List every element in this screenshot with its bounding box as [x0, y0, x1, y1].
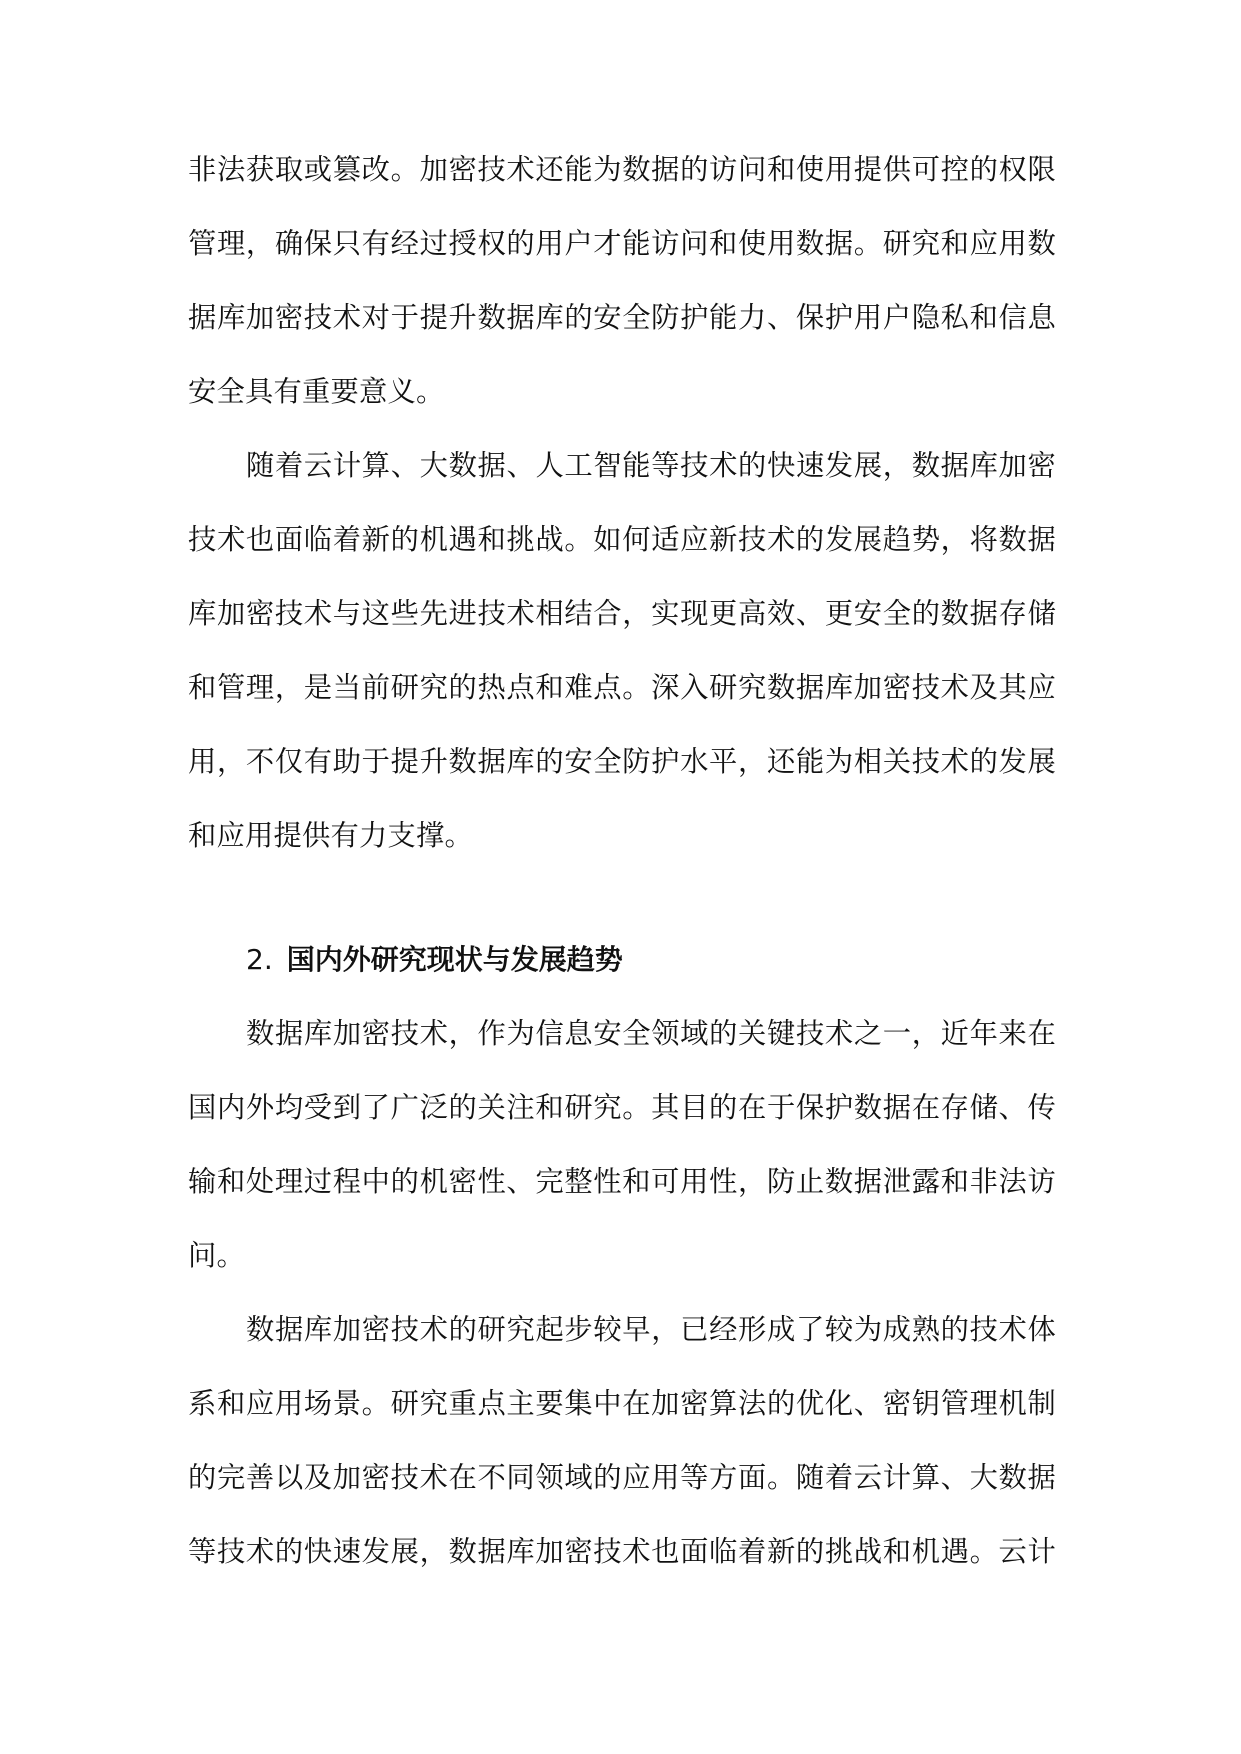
paragraph-line: 管理，确保只有经过授权的用户才能访问和使用数据。研究和应用数	[188, 227, 1056, 260]
paragraph-line: 和管理，是当前研究的热点和难点。深入研究数据库加密技术及其应	[188, 671, 1056, 704]
paragraph-line: 据库加密技术对于提升数据库的安全防护能力、保护用户隐私和信息	[188, 301, 1056, 334]
section-heading	[246, 940, 623, 980]
paragraph-line: 和应用提供有力支撑。	[188, 819, 473, 852]
paragraph-line: 安全具有重要意义。	[188, 375, 445, 408]
section-title: 国内外研究现状与发展趋势	[286, 943, 623, 976]
paragraph-line: 随着云计算、大数据、人工智能等技术的快速发展，数据库加密	[246, 449, 1056, 482]
paragraph-line: 国内外均受到了广泛的关注和研究。其目的在于保护数据在存储、传	[188, 1091, 1056, 1124]
paragraph-line: 非法获取或篡改。加密技术还能为数据的访问和使用提供可控的权限	[188, 153, 1056, 186]
paragraph-line: 数据库加密技术的研究起步较早，已经形成了较为成熟的技术体	[246, 1313, 1056, 1346]
paragraph-line: 问。	[188, 1239, 245, 1272]
paragraph-line: 数据库加密技术，作为信息安全领域的关键技术之一，近年来在	[246, 1017, 1056, 1050]
paragraph-line: 等技术的快速发展，数据库加密技术也面临着新的挑战和机遇。云计	[188, 1535, 1056, 1568]
paragraph-line: 库加密技术与这些先进技术相结合，实现更高效、更安全的数据存储	[188, 597, 1056, 630]
paragraph-line: 技术也面临着新的机遇和挑战。如何适应新技术的发展趋势，将数据	[188, 523, 1056, 556]
paragraph-line: 输和处理过程中的机密性、完整性和可用性，防止数据泄露和非法访	[188, 1165, 1056, 1198]
section-number: 2.	[246, 943, 273, 976]
paragraph-line: 系和应用场景。研究重点主要集中在加密算法的优化、密钥管理机制	[188, 1387, 1056, 1420]
paragraph-line: 的完善以及加密技术在不同领域的应用等方面。随着云计算、大数据	[188, 1461, 1056, 1494]
paragraph-line: 用，不仅有助于提升数据库的安全防护水平，还能为相关技术的发展	[188, 745, 1056, 778]
